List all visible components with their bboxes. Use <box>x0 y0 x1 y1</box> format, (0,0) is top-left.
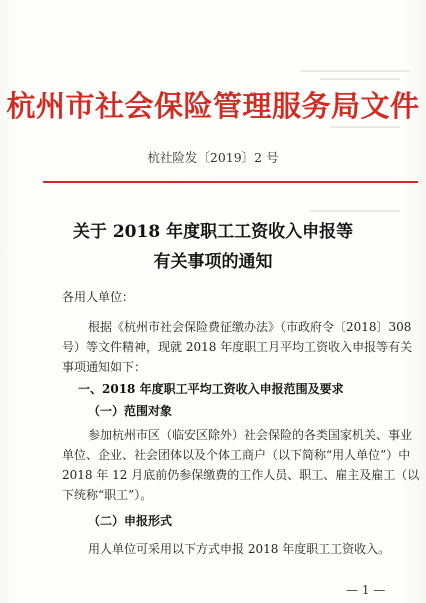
bleed-through-mark <box>300 70 410 72</box>
subsection-heading-1: （一）范围对象 <box>88 404 173 418</box>
bleed-through-mark <box>310 210 400 212</box>
bleed-through-mark <box>330 126 400 128</box>
paragraph-line: 2018 年 12 月底前仍参保缴费的工作人员、职工、雇主及雇工（以 <box>62 468 420 482</box>
paragraph-line: 单位、企业、社会团体以及个体工商户（以下简称“用人单位”）中 <box>62 448 411 462</box>
page-number: — 1 — <box>346 583 386 597</box>
paragraph-line: 下统称“职工”）。 <box>62 488 153 502</box>
bleed-through-mark <box>320 78 400 80</box>
subsection-heading-2: （二）申报形式 <box>88 514 173 528</box>
notice-title-line-2: 有关事项的通知 <box>153 252 273 272</box>
paragraph-line: 参加杭州市区（临安区除外）社会保险的各类国家机关、事业 <box>88 428 413 442</box>
section-heading-1: 一、2018 年度职工平均工资收入申报范围及要求 <box>78 382 344 396</box>
document-number: 杭社险发〔2019〕2 号 <box>147 150 279 165</box>
paragraph-line: 用人单位可采用以下方式申报 2018 年度职工工资收入。 <box>88 542 391 556</box>
agency-header-title: 杭州市社会保险管理服务局文件 <box>6 89 420 123</box>
red-divider-line <box>43 181 418 183</box>
notice-title-line-1: 关于 2018 年度职工工资收入申报等 <box>72 222 354 242</box>
paragraph-line: 根据《杭州市社会保险费征缴办法》（市政府令〔2018〕308 <box>88 320 412 334</box>
salutation: 各用人单位： <box>62 290 135 304</box>
paragraph-line: 号）等文件精神，现就 2018 年度职工月平均工资收入申报等有关 <box>62 340 413 354</box>
paragraph-line: 事项通知如下： <box>62 360 147 374</box>
